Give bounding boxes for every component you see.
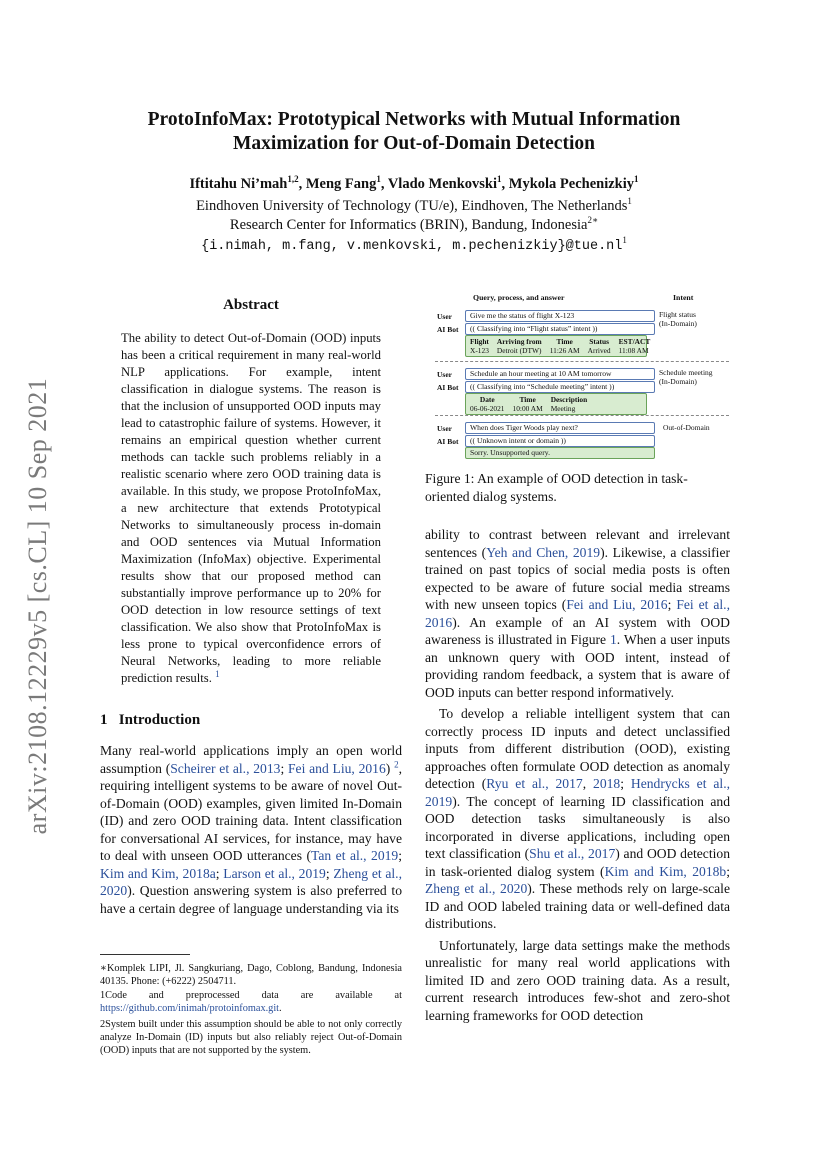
affiliation-1 (100, 197, 728, 216)
table-cell: 06-06-2021 (470, 404, 505, 413)
intent-1 (659, 310, 697, 328)
section-number: 1 (100, 712, 108, 728)
text-run: ). These methods rely on large-scale ID and OOD labeled training data or well-defined data distributions. (425, 881, 730, 931)
user-label: User (437, 312, 452, 321)
figure-separator (435, 361, 729, 362)
affiliation-1-text: Eindhoven University of Technology (TU/e), Eindhoven, The Netherlands (196, 198, 628, 214)
table-header: Description (550, 395, 588, 404)
text-run: ability to contrast between relevant and irrelevant sentences ( (425, 527, 730, 560)
author: Iftitahu Ni’mah (189, 176, 288, 192)
footnote-1 (100, 989, 402, 1015)
emails-sup: 1 (622, 235, 627, 246)
intent-2 (659, 368, 713, 386)
citation-link[interactable]: Scheirer et al., 2013 (170, 760, 281, 776)
table-cell: Arrived (587, 346, 611, 355)
bot-label: AI Bot (437, 383, 459, 392)
citation-link[interactable]: Shu et al., 2017 (529, 846, 616, 861)
table-cell: 10:00 AM (512, 404, 543, 413)
affiliation-2-sup: 2∗ (587, 215, 599, 226)
citation-link[interactable]: Fei et al., 2016 (425, 597, 730, 630)
intent-label: Schedule meeting (659, 368, 713, 377)
footnote-rule (100, 954, 190, 955)
citation-link[interactable]: Yeh and Chen, 2019 (486, 544, 601, 560)
bot-answer-1 (465, 335, 651, 357)
text-run: . When a user inputs an unknown query with OOD intent, instead of providing random feedback, a system that is aware of OOD inputs can better respond informatively. (425, 632, 731, 700)
user-label: User (437, 370, 452, 379)
table-cell: X-123 (470, 346, 489, 355)
citation-link[interactable]: Hendrycks et al., 2019 (425, 776, 731, 809)
user-query-3: When does Tiger Woods play next? (465, 422, 655, 434)
code-link[interactable]: https://github.com/inimah/protoinfomax.git (100, 1003, 280, 1014)
user-query-1: Give me the status of flight X-123 (465, 310, 655, 322)
bot-label: AI Bot (437, 325, 459, 334)
affiliation-2 (100, 216, 728, 235)
table-cell: 11:26 AM (549, 346, 580, 355)
citation-link[interactable]: Ryu et al., 2017 (486, 776, 583, 791)
bot-answer-2 (465, 393, 647, 415)
arxiv-id: arXiv:2108.12229v5 [cs.CL] 10 Sep 2021 (23, 377, 52, 835)
table-header: Date (479, 395, 495, 404)
author: Vlado Menkovski (387, 176, 498, 192)
figure-intent-header: Intent (673, 293, 694, 302)
author-list: Iftitahu Ni’mah$^{1,2}$, Meng Fang$^1$, Vlado Menkovski$^1$, Mykola Pechenizkiy$^1$ (189, 174, 639, 192)
table-cell: Detroit (DTW) (496, 346, 542, 355)
author-sup: 1 (497, 174, 502, 185)
citation-link[interactable]: Tan et al., 2019 (311, 848, 399, 863)
abstract-footnote-mark[interactable]: 1 (215, 668, 220, 679)
figure-caption: Figure 1: An example of OOD detection in task-oriented dialog systems. (425, 471, 688, 504)
text-run: ). The concept of learning ID classification and OOD detection tasks simultaneously is also incorporated in diverse applications, including open text classification ( (425, 793, 730, 861)
footnote-star: ∗Komplek LIPI, Jl. Sangkuriang, Dago, Coblong, Bandung, Indonesia 40135. Phone: (+6222) 2504711. (100, 963, 402, 987)
title-line-2: Maximization for Out-of-Domain Detection (233, 133, 595, 154)
text-run: To develop a reliable intelligent system that can correctly process ID inputs and detect unclassified inputs from different distribution (OOD), existing approaches often formulate OOD detection as anomaly detection ( (425, 706, 730, 791)
text-run: ; (280, 760, 288, 776)
figure-column-header: Query, process, and answer (473, 293, 565, 302)
intro-paragraph: Many real-world applications imply an open world assumption (Scheirer et al., 2013; Fei and Liu, 2016) $^2$, requiring intelligent systems to be aware of novel Out-of-Domain (OOD) examples, given limited In-Domain (ID) and zero OOD training data. Intent classification for conversational AI services, for instance, may have to deal with unseen OOD utterances (Tan et al., 2019; Kim and Kim, 2018a; Larson et al., 2019; Zheng et al., 2020). Question answering system is also preferred to have a certain degree of language understanding via its (100, 743, 402, 916)
author-sup: 1 (376, 174, 381, 185)
intent-3: Out-of-Domain (663, 423, 710, 432)
table-header: Flight (470, 337, 489, 346)
figure-ref-link[interactable]: 1 (609, 632, 617, 647)
text-run: ) (385, 760, 395, 776)
paper-title (100, 108, 728, 156)
section-title: Introduction (118, 712, 201, 728)
right-column-text: ability to contrast between relevant and irrelevant sentences (Yeh and Chen, 2019). Likewise, a classifier trained on past topics of social media posts is often expected to be aware of future social media streams with new unseen topics (Fei and Liu, 2016; Fei et al., 2016). An example of an AI system with OOD awareness is illustrated in Figure 1. When a user inputs an unknown query with OOD intent, instead of providing random feedback, a system that is aware of OOD inputs can better respond informatively. To develop a reliable intelligent system that can correctly process ID inputs and detect unclassified inputs from different distribution (OOD), existing approaches often formulate OOD detection as anomaly detection (Ryu et al., 2017, 2018; Hendrycks et al., 2019). The concept of learning ID classification and OOD detection tasks simultaneously is also incorporated in diverse applications, including open text classification (Shu et al., 2017) and OOD detection in task-oriented dialog system (Kim and Kim, 2018b; Zheng et al., 2020). These methods rely on large-scale ID and OOD labeled training data or well-defined data distributions. Unfortunately, large data settings make the methods unrealistic for many real world applications with limited ID and zero OOD training data. As a result, current research introduces few-shot and zero-shot learning frameworks for OOD detection (425, 527, 731, 1023)
citation-link[interactable]: Larson et al., 2019 (223, 865, 326, 881)
footnote-1-text: 1Code and preprocessed data are available at (100, 990, 402, 1001)
footnote-2: 2System built under this assumption should be able to not only correctly analyze In-Domain (ID) inputs but also reliably reject Out-of-Domain (OOD) inputs that are not supported by the system. (100, 1019, 402, 1056)
text-run: Unfortunately, large data settings make the methods unrealistic for many real world applications with limited ID and zero OOD training data. As a result, current research introduces few-shot and zero-shot learning frameworks for OOD detection (425, 937, 730, 1023)
affiliation-2-text: Research Center for Informatics (BRIN), Bandung, Indonesia (229, 217, 588, 233)
figure-1 (425, 293, 730, 457)
table-header: Time (556, 337, 573, 346)
bot-process-1: (( Classifying into “Flight status” intent )) (465, 323, 655, 335)
arxiv-stamp (18, 356, 58, 856)
author-emails (100, 236, 728, 256)
table-header: Arriving from (496, 337, 542, 346)
bot-answer-3: Sorry. Unsupported query. (465, 447, 655, 459)
footnote-1-end: . (279, 1003, 282, 1014)
bot-process-3: (( Unknown intent or domain )) (465, 435, 655, 447)
schedule-table (466, 395, 591, 413)
citation-link[interactable]: Zheng et al., 2020 (100, 865, 402, 898)
user-label: User (437, 424, 452, 433)
bot-process-2: (( Classifying into “Schedule meeting” intent )) (465, 381, 655, 393)
text-run: , requiring intelligent systems to be aware of novel Out-of-Domain (OOD) examples, given limited In-Domain (ID) and zero OOD training data. Intent classification for conversational AI services, for instance, may have to deal with unseen OOD utterances ( (100, 760, 402, 863)
author-sup: 1,2 (287, 174, 299, 185)
text-run: ). Question answering system is also preferred to have a certain degree of language understanding via its (100, 883, 402, 916)
footnote-mark[interactable]: 2 (394, 758, 399, 769)
citation-link[interactable]: Fei and Liu, 2016 (287, 760, 386, 776)
table-header: Status (589, 337, 609, 346)
text-run: ). Likewise, a classifier trained on past topics of social media posts is often expected to be aware of future social media streams with new unseen topics ( (425, 544, 731, 612)
citation-link[interactable]: Kim and Kim, 2018a (100, 865, 216, 881)
title-line-1: ProtoInfoMax: Prototypical Networks with Mutual Information (147, 109, 681, 130)
bot-label: AI Bot (437, 437, 459, 446)
intent-domain: (In-Domain) (659, 377, 697, 386)
author: Meng Fang (305, 176, 377, 192)
abstract-heading: Abstract (223, 297, 279, 313)
section-heading-introduction (100, 712, 200, 729)
emails-text: {i.nimah, m.fang, v.menkovski, m.pechenizkiy}@tue.nl (201, 239, 623, 254)
table-header: Time (519, 395, 536, 404)
affiliation-1-sup: 1 (627, 196, 632, 207)
citation-link[interactable]: 2018 (593, 776, 621, 791)
text-run: ). An example of an AI system with OOD awareness is illustrated in Figure (425, 614, 730, 647)
citation-link[interactable]: Fei and Liu, 2016 (566, 597, 668, 612)
figure-separator (435, 415, 729, 416)
table-cell: Meeting (550, 404, 576, 413)
abstract-body (121, 330, 381, 687)
author-sup: 1 (634, 174, 639, 185)
text-run: Many real-world applications imply an open world assumption ( (100, 743, 402, 776)
intent-label: Flight status (659, 310, 696, 319)
author: Mykola Pechenizkiy (508, 176, 635, 192)
abstract-text: The ability to detect Out-of-Domain (OOD) inputs has been a critical requirement in many real-world NLP applications. For example, intent classification in dialogue systems. The reason is that the inclusion of unsupported OOD inputs may lead to catastrophic failure of systems. However, it remains an empirical question whether current methods can tackle such problems reliably in a realistic scenario where zero OOD training data is available. In this study, we propose ProtoInfoMax, a new architecture that extends Prototypical Networks to simultaneously process in-domain and OOD sentences via Mutual Information Maximization (InfoMax) objective. Experimental results show that our proposed method can substantially improve performance up to 20% for OOD detection in low resource settings of text classification. We also show that ProtoInfoMax is less prone to typical overconfidence errors of Neural Networks, leading to more reliable prediction results. (121, 331, 381, 685)
citation-link[interactable]: Zheng et al., 2020 (425, 881, 528, 896)
table-header: EST/ACT (618, 337, 651, 346)
table-cell: 11:08 AM (618, 346, 649, 355)
text-run: ) and OOD detection in task-oriented dialog system ( (425, 846, 730, 879)
intent-domain: (In-Domain) (659, 319, 697, 328)
flight-table (466, 337, 654, 355)
user-query-2: Schedule an hour meeting at 10 AM tomorrow (465, 368, 655, 380)
citation-link[interactable]: Kim and Kim, 2018b (604, 863, 727, 879)
